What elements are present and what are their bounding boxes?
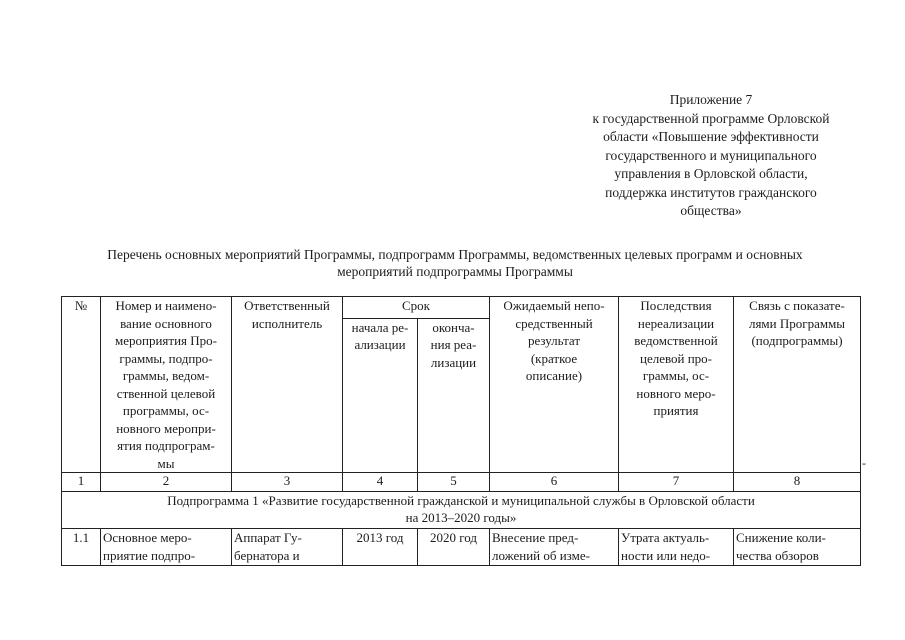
header-number <box>62 297 101 473</box>
header-link <box>734 297 861 473</box>
margin-mark: - <box>862 456 866 470</box>
text-line: граммы, ведом- <box>122 368 210 383</box>
row-responsible <box>232 529 343 566</box>
text-line: Аппарат Гу- <box>234 530 302 545</box>
text-line: общества» <box>680 203 742 218</box>
text-line: новного меро- <box>636 385 716 401</box>
column-number: 4 <box>343 473 418 492</box>
text-line: вание основного <box>120 315 212 331</box>
text-line: мероприятий подпрограммы Программы <box>337 264 573 279</box>
text-line: лями Программы <box>748 315 846 331</box>
appendix-header <box>560 91 862 221</box>
column-number: 3 <box>232 473 343 492</box>
header-row <box>62 297 861 319</box>
text-line: Снижение коли- <box>736 530 826 545</box>
text-line: начала ре- <box>351 319 409 335</box>
text-line: Ответственный <box>244 298 330 313</box>
text-line: граммы, ос- <box>642 368 710 383</box>
measures-table <box>61 296 861 566</box>
text-line: на 2013–2020 годы» <box>405 510 517 525</box>
text-line: Номер и наимено- <box>115 298 217 313</box>
table-row <box>62 529 861 566</box>
column-number: 7 <box>619 473 734 492</box>
text-line: новного меропри- <box>116 420 216 436</box>
text-line: лизации <box>430 354 477 370</box>
text-line: Подпрограмма 1 «Развитие государственной гражданской и муниципальной службы в Орловской области <box>167 493 755 508</box>
text-line: № <box>74 298 88 313</box>
text-line: 2013 год <box>356 530 404 545</box>
header-term-start <box>343 318 418 472</box>
text-line: описание) <box>525 368 583 383</box>
text-line: ния реа- <box>430 337 477 353</box>
text-line: области «Повышение эффективности <box>603 129 819 144</box>
text-line: ственной целевой <box>116 385 216 401</box>
text-line: Основное меро- <box>103 530 192 545</box>
text-line: мы <box>157 455 175 471</box>
text-line: чества обзоров <box>736 547 819 563</box>
text-line: ведомственной <box>634 333 718 348</box>
text-line: ализации <box>354 337 406 353</box>
text-line: Срок <box>402 298 430 313</box>
row-expected-result <box>490 529 619 566</box>
column-number: 8 <box>734 473 861 492</box>
text-line: ложений об изме- <box>492 547 590 563</box>
text-line: нереализации <box>637 315 715 331</box>
text-line: Последствия <box>640 298 712 313</box>
text-line: (краткое <box>530 350 578 366</box>
column-number: 6 <box>490 473 619 492</box>
text-line: Перечень основных мероприятий Программы, подпрограмм Программы, ведомственных целевых программ и основных <box>107 247 803 262</box>
header-term-end <box>418 318 490 472</box>
text-line: приятие подпро- <box>103 547 196 563</box>
row-consequences <box>619 529 734 566</box>
text-line: 2020 год <box>430 530 477 545</box>
column-number: 5 <box>418 473 490 492</box>
row-name <box>101 529 232 566</box>
text-line: (подпрограммы) <box>751 333 843 348</box>
header-consequences <box>619 297 734 473</box>
text-line: ности или недо- <box>621 547 711 563</box>
row-link <box>734 529 861 566</box>
text-line: поддержка институтов гражданского <box>605 184 817 200</box>
text-line: Связь с показате- <box>749 298 845 313</box>
text-line: граммы, подпро- <box>119 350 213 366</box>
column-number-row <box>62 473 861 492</box>
text-line: государственного и муниципального <box>605 147 817 163</box>
subprogram-row <box>62 492 861 529</box>
text-line: бернатора и <box>234 547 300 563</box>
text-line: мероприятия Про- <box>115 333 217 348</box>
text-line: ятия подпрограм- <box>117 438 215 453</box>
text-line: целевой про- <box>639 350 713 366</box>
header-expected-result <box>490 297 619 473</box>
text-line: Приложение 7 <box>669 92 753 107</box>
text-line: Ожидаемый непо- <box>503 298 605 313</box>
text-line: Утрата актуаль- <box>621 530 710 545</box>
header-name <box>101 297 232 473</box>
text-line: средственный <box>515 315 593 331</box>
text-line: результат <box>527 333 581 348</box>
column-number: 2 <box>101 473 232 492</box>
header-responsible <box>232 297 343 473</box>
text-line: к государственной программе Орловской <box>592 110 830 126</box>
subprogram-title <box>62 492 861 529</box>
text-line: программы, ос- <box>122 403 210 418</box>
text-line: управления в Орловской области, <box>614 166 808 181</box>
text-line: оконча- <box>432 319 475 335</box>
column-number: 1 <box>62 473 101 492</box>
text-line: исполнитель <box>251 315 323 331</box>
document-title <box>40 246 870 280</box>
header-term <box>343 297 490 319</box>
text-line: Внесение пред- <box>492 530 579 545</box>
text-line: 1.1 <box>72 530 90 545</box>
text-line: приятия <box>653 403 699 418</box>
row-term-end <box>418 529 490 566</box>
row-number <box>62 529 101 566</box>
row-term-start <box>343 529 418 566</box>
